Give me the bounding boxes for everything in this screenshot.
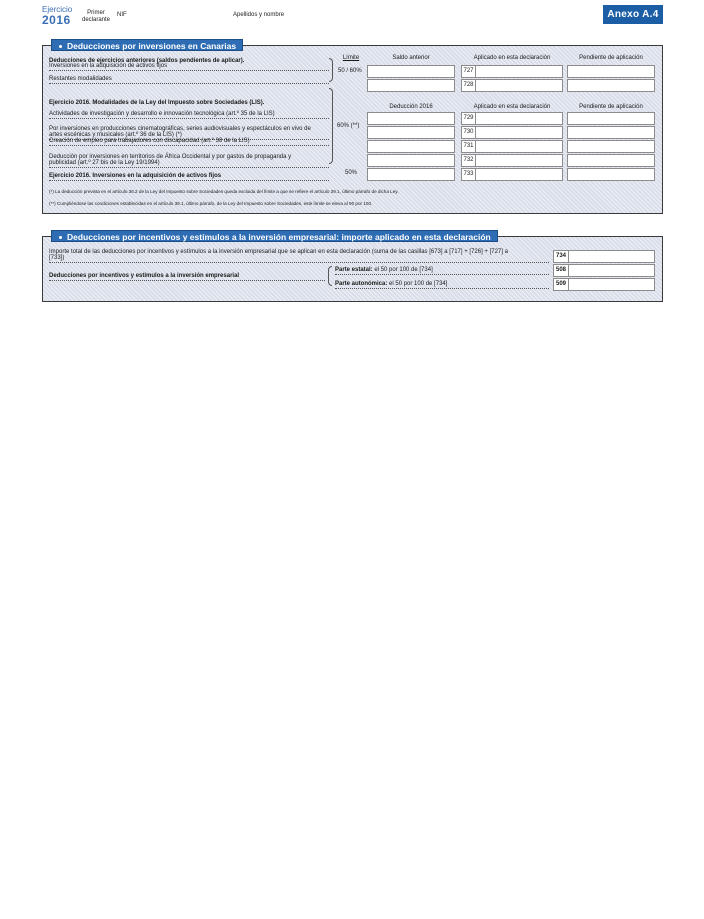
deduccion-729-field[interactable]	[367, 112, 455, 125]
footnote-1: (*) La deducción prevista en el artículo 36.2 de la Ley del Impuesto sobre Sociedades queda excluida del límite a que se refiere el artículo 39.1, último párrafo de dicha Ley.	[49, 189, 399, 194]
aplicado-730-field[interactable]	[475, 126, 563, 139]
primer-label: Primer	[87, 10, 105, 16]
ejercicio-year: 2016	[42, 13, 71, 27]
col-pendiente-2: Pendiente de aplicación	[579, 104, 643, 110]
importe-734-field[interactable]	[568, 250, 655, 263]
primer-declarante-label	[81, 10, 111, 24]
parte-estatal-bold: Parte estatal:	[335, 267, 373, 273]
section-incentivos-title	[51, 230, 498, 242]
footnote-2: (**) Cumpliéndose las condiciones establecidas en el artículo 39.1, último párrafo, de la Ley del Impuesto sobre Sociedades, este límite se eleva al 90 por 100.	[49, 201, 373, 206]
section-canarias	[42, 41, 663, 214]
box-733-code: 733	[461, 168, 476, 181]
limite-50-60: 50 / 60%	[338, 68, 362, 74]
parte-estatal-label	[335, 267, 549, 275]
aplicado-729-field[interactable]	[475, 112, 563, 125]
row-ej2016-activos-label: Ejercicio 2016. Inversiones en la adquisición de activos fijos	[49, 173, 329, 181]
col-deduccion-2016: Deducción 2016	[389, 104, 433, 110]
anteriores-title: Deducciones de ejercicios anteriores (saldos pendientes de aplicar).	[49, 58, 245, 64]
bullet-icon	[59, 45, 62, 48]
brace-anteriores	[329, 58, 333, 82]
parte-autonomica-label	[335, 281, 549, 289]
pendiente-733-field[interactable]	[567, 168, 655, 181]
deduccion-733-field[interactable]	[367, 168, 455, 181]
deduccion-731-field[interactable]	[367, 140, 455, 153]
aplicado-728-field[interactable]	[475, 79, 563, 92]
box-730-code: 730	[461, 126, 476, 139]
parte-estatal-text: el 50 por 100 de [734]	[372, 267, 433, 273]
box-734-code: 734	[553, 250, 569, 263]
deduccion-732-field[interactable]	[367, 154, 455, 167]
pendiente-activos-field[interactable]	[567, 65, 655, 78]
nif-label: NIF	[117, 12, 127, 18]
bullet-icon	[59, 236, 62, 239]
box-509-code: 509	[553, 278, 569, 291]
declarante-label: declarante	[81, 17, 111, 23]
row-activos-fijos-label: Inversiones en la adquisición de activos fijos	[49, 63, 329, 71]
apellidos-label: Apellidos y nombre	[233, 12, 285, 18]
saldo-anterior-restantes-field[interactable]	[367, 79, 455, 92]
deduccion-730-field[interactable]	[367, 126, 455, 139]
pendiente-731-field[interactable]	[567, 140, 655, 153]
box-508-code: 508	[553, 264, 569, 277]
section-incentivos-title-text: Deducciones por incentivos y estímulos a la inversión empresarial: importe aplicado en esta declaración	[67, 232, 491, 242]
parte-estatal-508-field[interactable]	[568, 264, 655, 277]
pendiente-730-field[interactable]	[567, 126, 655, 139]
section-canarias-title	[51, 39, 243, 51]
saldo-anterior-activos-field[interactable]	[367, 65, 455, 78]
section-incentivos	[42, 232, 663, 302]
row-africa-label-2: publicidad (art.º 27 bis de la Ley 19/1994)	[49, 160, 329, 168]
importe-total-label-1: Importe total de las deducciones por incentivos y estímulos a la inversión empresarial que se aplican en esta declaración (suma de las casillas [673] a [717] + [726] + [727] a	[49, 249, 508, 255]
limite-50: 50%	[345, 170, 358, 176]
box-727-code: 727	[461, 65, 476, 78]
deducciones-incentivos-label: Deducciones por incentivos y estímulos a la inversión empresarial	[49, 273, 325, 281]
box-732-code: 732	[461, 154, 476, 167]
row-producciones-label-1: Por inversiones en producciones cinematográficas, series audiovisuales y espectáculos en vivo de	[49, 126, 311, 132]
col-aplicado: Aplicado en esta declaración	[473, 55, 551, 61]
pendiente-restantes-field[interactable]	[567, 79, 655, 92]
aplicado-732-field[interactable]	[475, 154, 563, 167]
importe-total-label-2: [733])	[49, 255, 549, 263]
ej2016-title: Ejercicio 2016. Modalidades de la Ley del Impuesto sobre Sociedades (LIS).	[49, 100, 265, 106]
row-producciones-label-2: artes escénicas y musicales (art.º 36 de la LIS) (*)	[49, 132, 329, 140]
row-id-label: Actividades de investigación y desarrollo e innovación tecnológica (art.º 35 de la LIS)	[49, 111, 329, 119]
aplicado-727-field[interactable]	[475, 65, 563, 78]
row-restantes-label: Restantes modalidades	[49, 76, 329, 84]
aplicado-733-field[interactable]	[475, 168, 563, 181]
row-africa-label-1: Deducción por inversiones en territorios de África Occidental y por gastos de propaganda y	[49, 154, 292, 160]
box-731-code: 731	[461, 140, 476, 153]
anexo-badge: Anexo A.4	[603, 5, 663, 24]
parte-autonomica-bold: Parte autonómica:	[335, 281, 388, 287]
ejercicio-label: Ejercicio	[42, 5, 73, 14]
limite-60: 60% (**)	[337, 123, 360, 129]
col-pendiente: Pendiente de aplicación	[579, 55, 643, 61]
pendiente-732-field[interactable]	[567, 154, 655, 167]
box-729-code: 729	[461, 112, 476, 125]
brace-ej2016	[329, 88, 333, 164]
brace-partes	[328, 266, 332, 286]
parte-autonomica-509-field[interactable]	[568, 278, 655, 291]
pendiente-729-field[interactable]	[567, 112, 655, 125]
col-aplicado-2: Aplicado en esta declaración	[473, 104, 551, 110]
col-saldo-anterior: Saldo anterior	[392, 55, 430, 61]
section-canarias-title-text: Deducciones por inversiones en Canarias	[67, 41, 237, 51]
box-728-code: 728	[461, 79, 476, 92]
row-empleo-label: Creación de empleo para trabajadores con discapacidad (art.º 38 de la LIS)	[49, 138, 329, 146]
col-limite: Límite	[342, 55, 360, 61]
parte-autonomica-text: el 50 por 100 de [734]	[387, 281, 448, 287]
aplicado-731-field[interactable]	[475, 140, 563, 153]
